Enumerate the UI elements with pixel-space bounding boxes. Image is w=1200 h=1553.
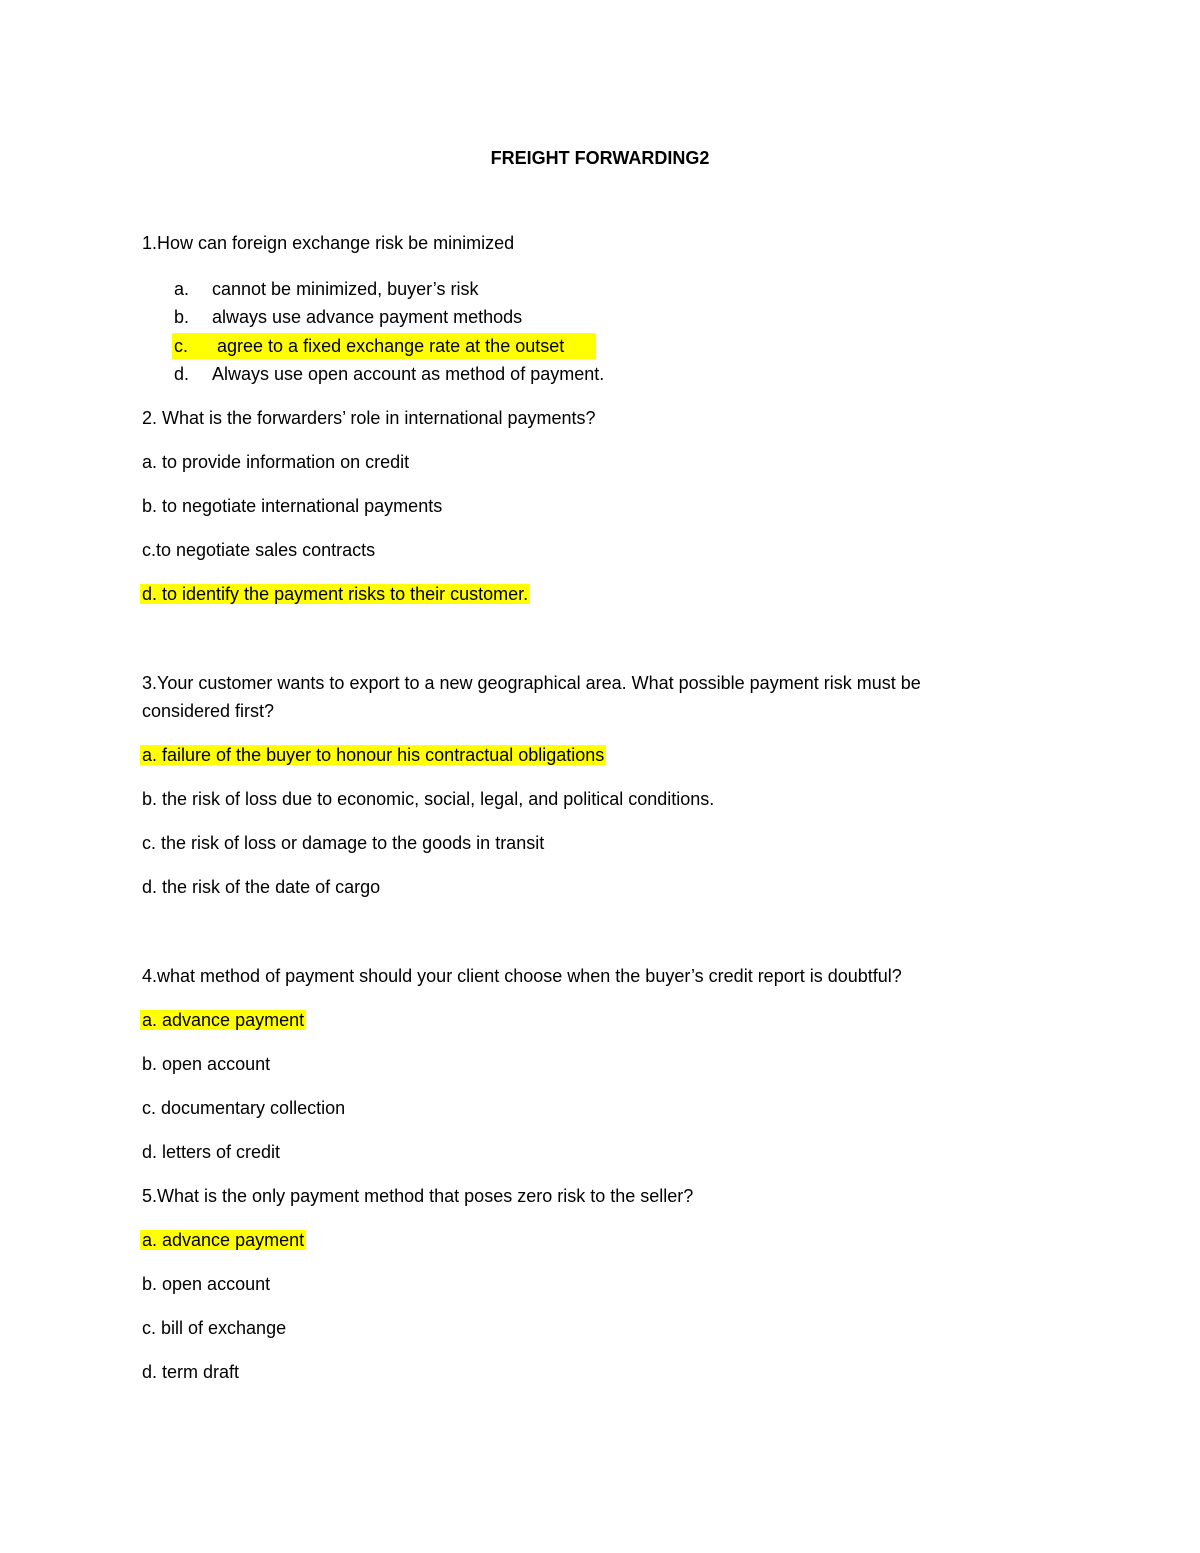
question-4: 4.what method of payment should your client choose when the buyer’s credit report is doubtful? xyxy=(142,966,902,986)
option-4c: c. documentary collection xyxy=(142,1098,346,1118)
option-5d: d. term draft xyxy=(142,1362,240,1382)
option-4d: d. letters of credit xyxy=(142,1142,281,1162)
option-5a-correct: a. advance payment xyxy=(142,1230,305,1250)
option-3b: b. the risk of loss due to economic, social, legal, and political conditions. xyxy=(142,789,715,809)
option-2d-correct: d. to identify the payment risks to their customer. xyxy=(142,584,529,604)
option-5c: c. bill of exchange xyxy=(142,1318,287,1338)
option-marker: a. xyxy=(174,279,190,299)
option-text: always use advance payment methods xyxy=(212,307,523,327)
question-5: 5.What is the only payment method that poses zero risk to the seller? xyxy=(142,1186,694,1206)
option-4a-correct: a. advance payment xyxy=(142,1010,305,1030)
question-2: 2. What is the forwarders’ role in international payments? xyxy=(142,408,596,428)
option-marker: c. xyxy=(174,336,189,356)
question-1: 1.How can foreign exchange risk be minimized xyxy=(142,233,515,253)
option-2d-row xyxy=(142,581,530,607)
option-text: agree to a fixed exchange rate at the outset xyxy=(212,336,565,356)
question-3-line-1: 3.Your customer wants to export to a new geographical area. What possible payment risk must be xyxy=(142,673,921,693)
option-5b: b. open account xyxy=(142,1274,271,1294)
option-marker: d. xyxy=(174,364,190,384)
option-marker: b. xyxy=(174,307,190,327)
question-3-line-2: considered first? xyxy=(142,701,275,721)
option-4a-row xyxy=(142,1007,306,1033)
option-3d: d. the risk of the date of cargo xyxy=(142,877,381,897)
option-text: Always use open account as method of payment. xyxy=(212,364,605,384)
option-3c: c. the risk of loss or damage to the goods in transit xyxy=(142,833,545,853)
option-3a-correct: a. failure of the buyer to honour his contractual obligations xyxy=(142,745,605,765)
option-4b: b. open account xyxy=(142,1054,271,1074)
option-2c: c.to negotiate sales contracts xyxy=(142,540,376,560)
option-2b: b. to negotiate international payments xyxy=(142,496,443,516)
option-text: cannot be minimized, buyer’s risk xyxy=(212,279,479,299)
document-title: FREIGHT FORWARDING2 xyxy=(490,148,710,168)
option-3a-row xyxy=(142,742,606,768)
option-5a-row xyxy=(142,1227,306,1253)
option-2a: a. to provide information on credit xyxy=(142,452,410,472)
